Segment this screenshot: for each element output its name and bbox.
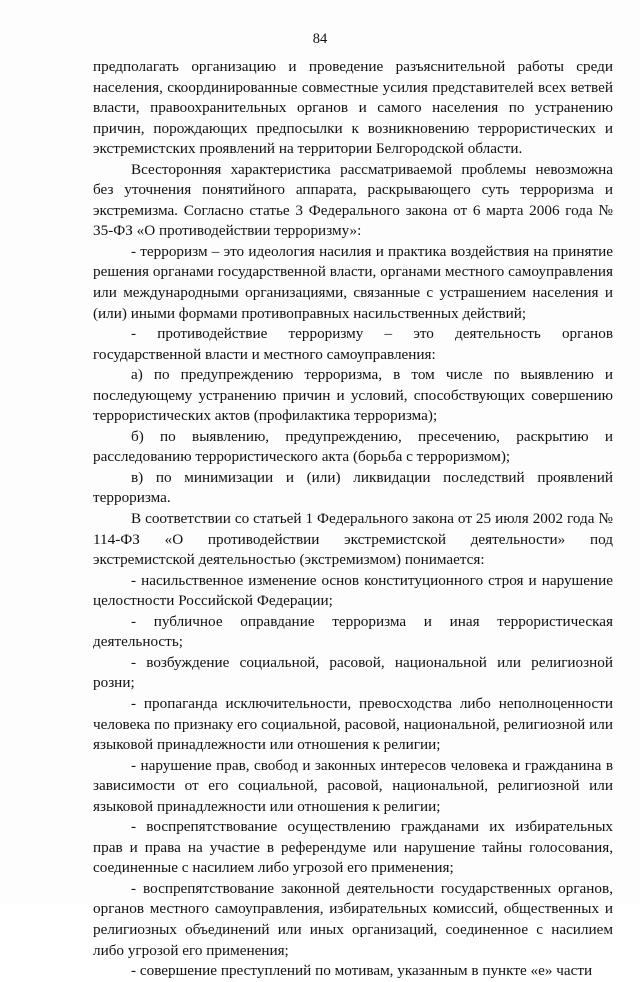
paragraph: - насильственное изменение основ конституционного строя и нарушение целостности Российской Федерации;: [93, 571, 613, 610]
paragraph: - нарушение прав, свобод и законных интересов человека и гражданина в зависимости от его социальной, расовой, национальной, религиозной или языковой принадлежности или отношения к религии;: [93, 756, 613, 815]
paragraph: - публичное оправдание терроризма и иная террористическая деятельность;: [93, 612, 613, 651]
paragraph: - возбуждение социальной, расовой, национальной или религиозной розни;: [93, 653, 613, 692]
paragraph: предполагать организацию и проведение разъяснительной работы среди населения, скоординированные совместные усилия представителей всех ветвей власти, правоохранительных органов и самого населения по устранению причин, порождающих предпосылки к возникновению террористических и экстремистских проявлений на территории Белгородской области.: [93, 58, 613, 158]
document-body: [93, 57, 613, 982]
paragraph: в) по минимизации и (или) ликвидации последствий проявлений терроризма.: [93, 468, 613, 507]
paragraph: - противодействие терроризму – это деятельность органов государственной власти и местного самоуправления:: [93, 325, 613, 363]
paragraph: - совершение преступлений по мотивам, указанным в пункте «е» части: [131, 962, 593, 980]
paragraph: б) по выявлению, предупреждению, пресечению, раскрытию и расследованию террористического акта (борьба с терроризмом);: [93, 427, 613, 466]
paragraph: - воспрепятствование законной деятельности государственных органов, органов местного самоуправления, избирательных комиссий, общественных и религиозных объединений или иных организаций, соединенное с насилием либо угрозой его применения;: [93, 879, 613, 959]
paragraph: Всесторонняя характеристика рассматриваемой проблемы невозможна без уточнения понятийного аппарата, раскрывающего суть терроризма и экстремизма. Согласно статье 3 Федерального закона от 6 марта 2006 года № 35-ФЗ «О противодействии терроризму»:: [93, 160, 613, 240]
paragraph: - воспрепятствование осуществлению гражданами их избирательных прав и права на участие в референдуме или нарушение тайны голосования, соединенные с насилием либо угрозой его применения;: [93, 818, 613, 877]
paragraph: - пропаганда исключительности, превосходства либо неполноценности человека по признаку его социальной, расовой, национальной, религиозной или языковой принадлежности или отношения к религии;: [93, 694, 613, 754]
paragraph: В соответствии со статьей 1 Федерального закона от 25 июля 2002 года № 114-ФЗ «О противодействии экстремистской деятельности» под экстремистской деятельностью (экстремизмом) понимается:: [93, 510, 613, 569]
page-number: 84: [312, 31, 328, 47]
paragraph: а) по предупреждению терроризма, в том числе по выявлению и последующему устранению причин и условий, способствующих совершению террористических актов (профилактика терроризма);: [93, 366, 613, 425]
paragraph: - терроризм – это идеология насилия и практика воздействия на принятие решения органами государственной власти, органами местного самоуправления или международными организациями, связанные с устрашением населения и (или) иными формами противоправных насильственных действий;: [93, 242, 613, 322]
